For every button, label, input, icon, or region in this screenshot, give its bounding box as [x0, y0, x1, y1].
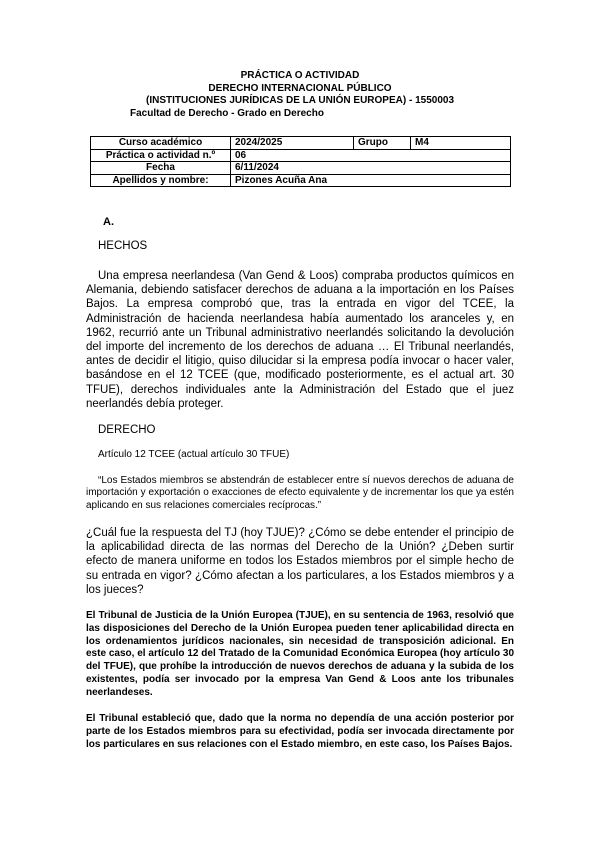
grupo-value: M4 — [411, 137, 511, 150]
info-table — [90, 136, 511, 187]
table-row — [91, 149, 511, 162]
fecha-label: Fecha — [91, 162, 231, 175]
practica-label: Práctica o actividad n.º — [91, 149, 231, 162]
table-row — [91, 137, 511, 150]
header-course-code: (INSTITUCIONES JURÍDICAS DE LA UNIÓN EUROPEA) - 1550003 — [145, 95, 455, 106]
section-a-heading: A. — [103, 216, 114, 228]
answer-paragraph-1: El Tribunal de Justicia de la Unión Europea (TJUE), en su sentencia de 1963, resolvió que las disposiciones del Derecho de la Unión Europea pueden tener aplicabilidad directa en los ordenamientos jurídicos nacionales, sin necesidad de transposición adicional. En este caso, el artículo 12 del Tratado de la Comunidad Económica Europea (hoy artículo 30 del TFUE), que prohíbe la introducción de nuevos derechos de aduana y la subida de los existentes, podía ser invocado por la empresa Van Gend & Loos ante los tribunales neerlandeses. — [86, 610, 514, 698]
header-subject: DERECHO INTERNACIONAL PÚBLICO — [208, 82, 392, 94]
curso-value: 2024/2025 — [231, 137, 354, 150]
grupo-label: Grupo — [354, 137, 411, 150]
table-row — [91, 162, 511, 175]
hechos-paragraph: Una empresa neerlandesa (Van Gend & Loos) compraba productos químicos en Alemania, debiendo satisfacer derechos de aduana a la importación en los Países Bajos. La empresa comprobó que, tras la entrada en vigor del TCEE, la Administración de hacienda neerlandesa había aumentado los aranceles y, en 1962, recurrió ante un Tribunal administrativo neerlandés solicitando la devolución del importe del incremento de los derechos de aduana … El Tribunal neerlandés, antes de decidir el litigio, quiso dilucidar si la empresa podía invocar o hacer valer, basándose en el 12 TCEE (que, modificado posteriormente, es el actual art. 30 TFUE), derechos individuales ante la Administración del Estado que el juez neerlandés debía proteger. — [86, 270, 514, 410]
question-paragraph: ¿Cuál fue la respuesta del TJ (hoy TJUE)? ¿Cómo se debe entender el principio de la aplicabilidad directa de las normas del Derecho de la Unión? ¿Deben surtir efecto de manera uniforme en todos los Estados miembros por el simple hecho de su entrada en vigor? ¿Cómo afectan a los particulares, a los Estados miembros y a los jueces? — [86, 527, 514, 596]
answer-paragraph-2: El Tribunal estableció que, dado que la norma no dependía de una acción posterior por parte de los Estados miembros para su efectividad, podía ser invocada directamente por los particulares en sus relaciones con el Estado miembro, en este caso, los Países Bajos. — [86, 713, 514, 750]
nombre-value: Pizones Acuña Ana — [231, 174, 511, 187]
header-faculty: Facultad de Derecho - Grado en Derecho — [130, 107, 324, 119]
nombre-label: Apellidos y nombre: — [91, 174, 231, 187]
articulo-quote: “Los Estados miembros se abstendrán de establecer entre sí nuevos derechos de aduana de importación y exportación o exacciones de efecto equivalente y de incrementar los que ya estén aplicando en sus relaciones comerciales recíprocas.” — [86, 475, 514, 511]
articulo-heading: Artículo 12 TCEE (actual artículo 30 TFUE) — [98, 449, 290, 460]
hechos-heading: HECHOS — [98, 240, 148, 252]
curso-label: Curso académico — [91, 137, 231, 150]
practica-value: 06 — [231, 149, 511, 162]
fecha-value: 6/11/2024 — [231, 162, 511, 175]
table-row — [91, 174, 511, 187]
document-header — [0, 70, 600, 120]
derecho-heading: DERECHO — [98, 424, 156, 436]
header-title: PRÁCTICA O ACTIVIDAD — [240, 70, 360, 81]
